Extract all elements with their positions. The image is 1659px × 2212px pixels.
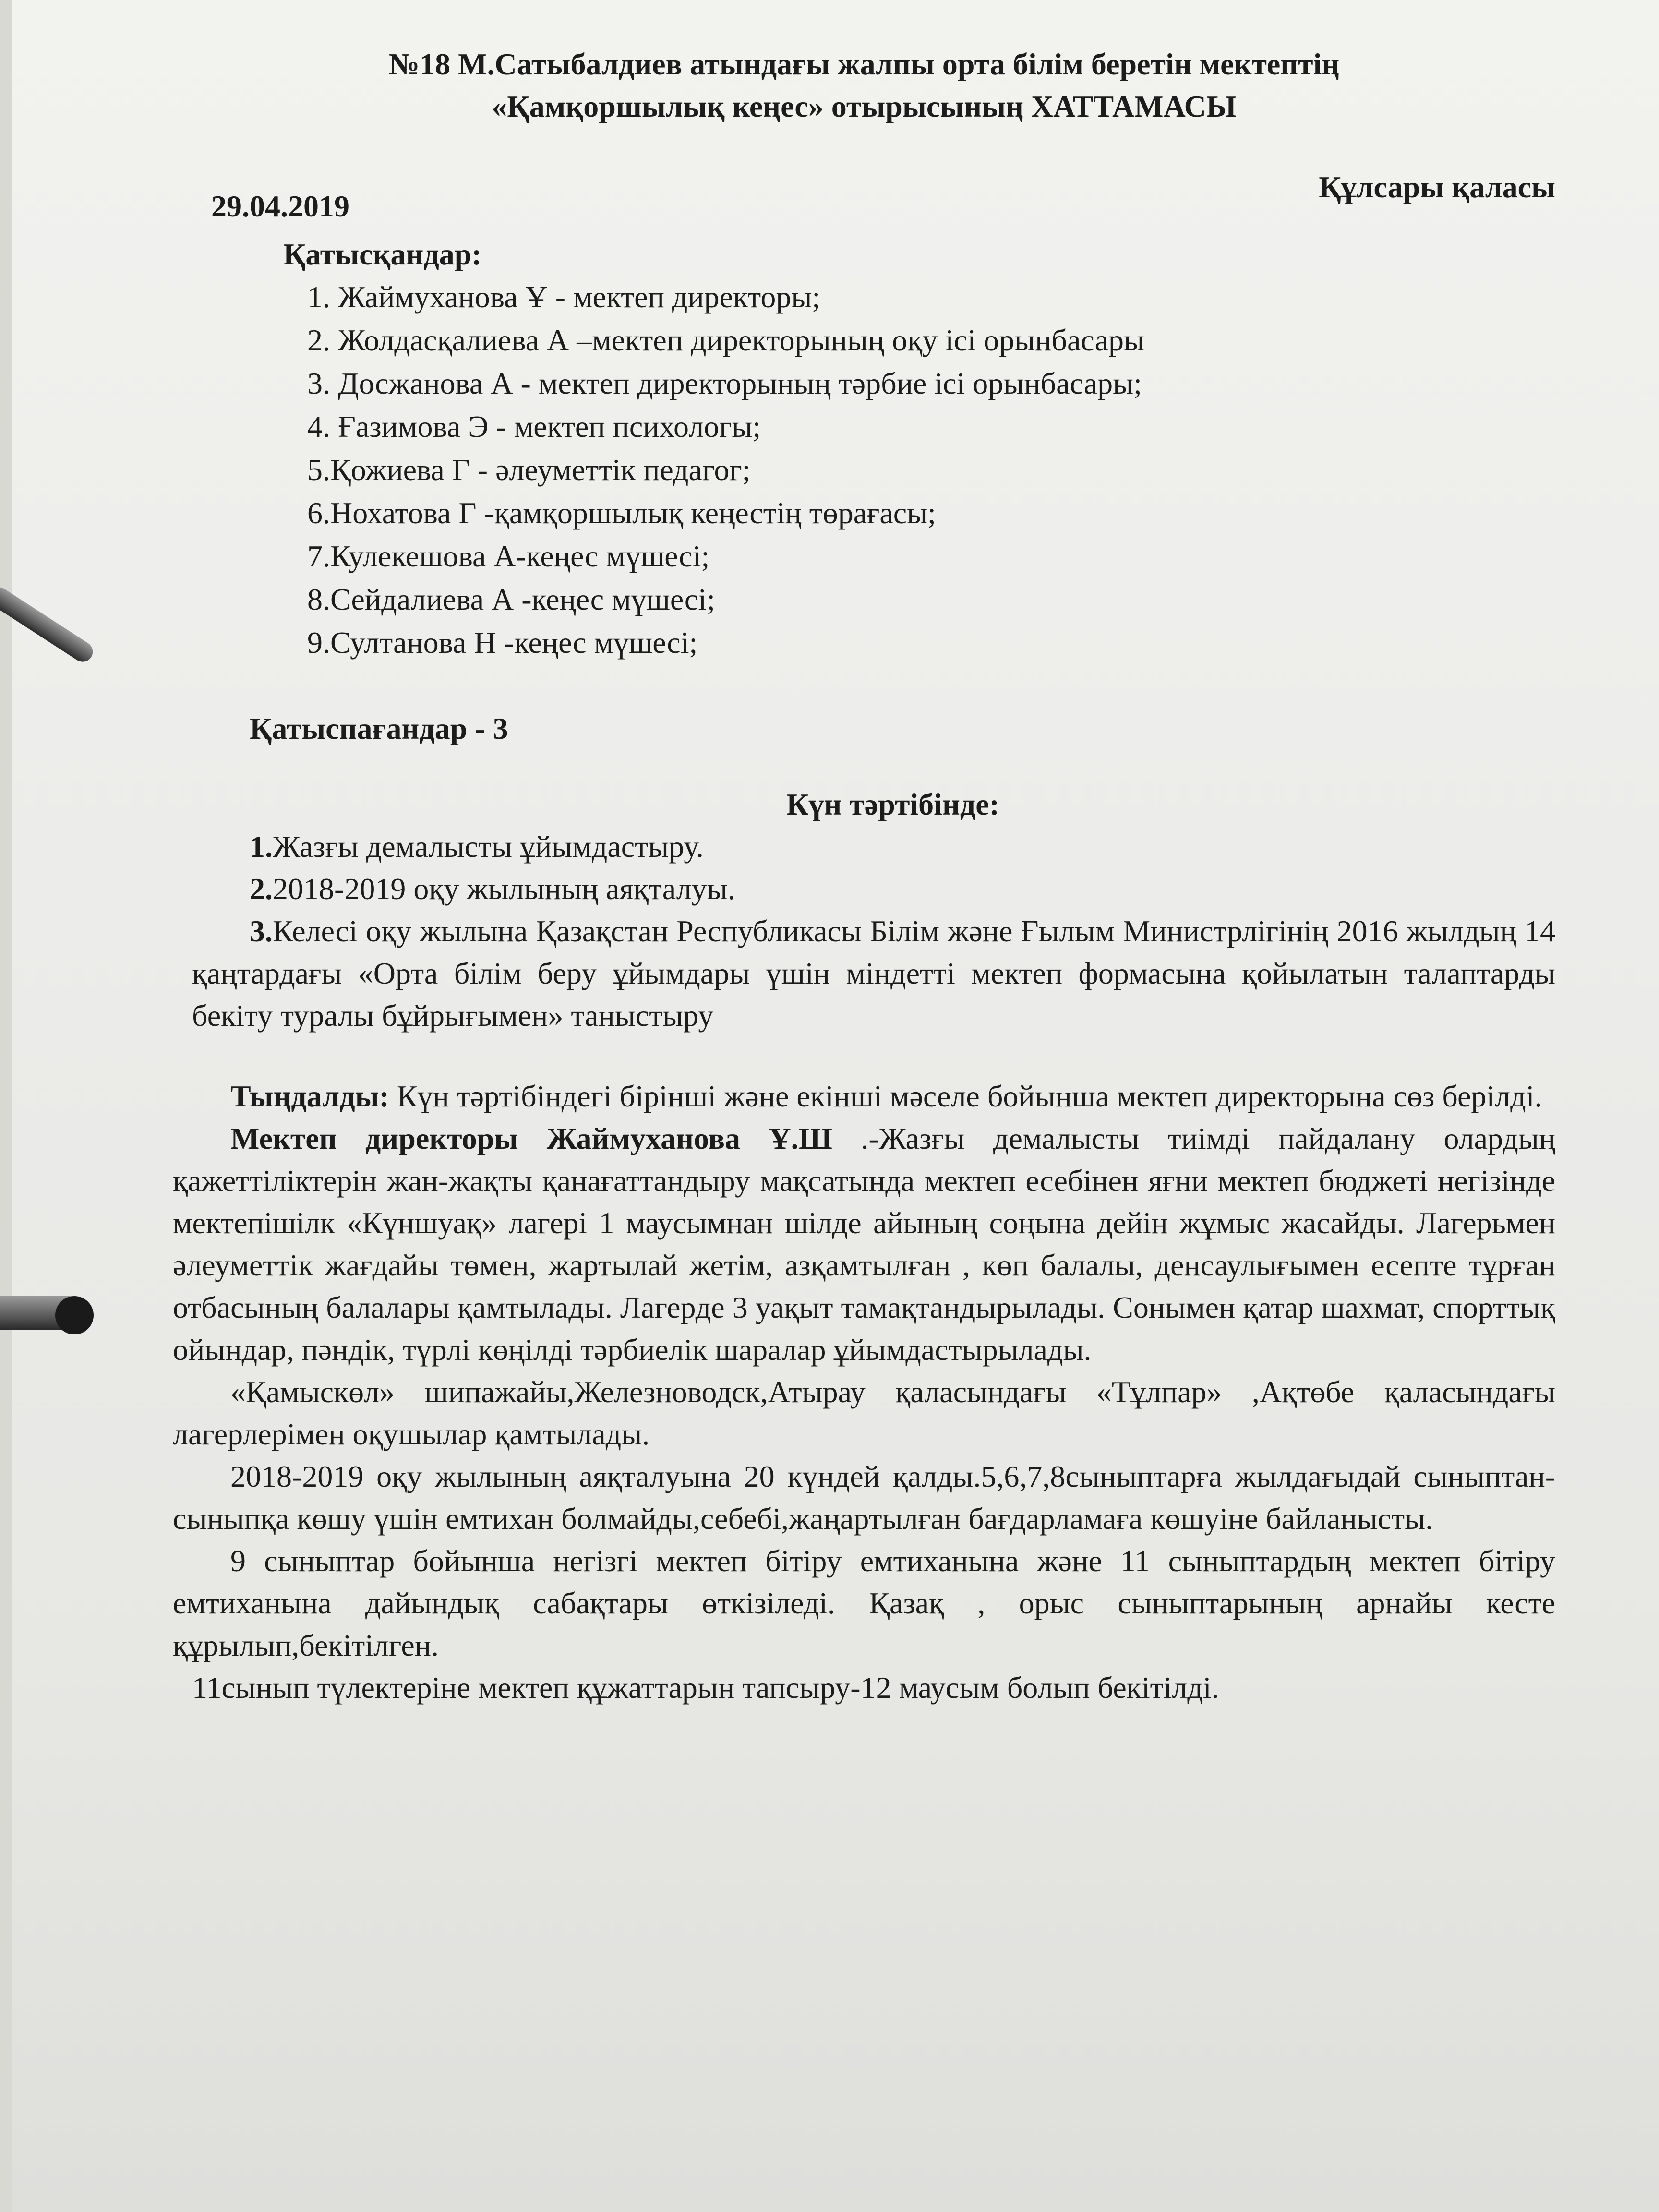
agenda-text: 2018-2019 оқу жылының аяқталуы. <box>273 872 735 906</box>
participant-item: 8.Сейдалиева А -кеңес мүшесі; <box>307 582 715 616</box>
agenda-item <box>192 826 1555 868</box>
exams-paragraph: 9 сыныптар бойынша негізгі мектеп бітіру емтиханына және 11 сыныптардың мектеп бітіру емтиханына дайындық сабақтары өткізіледі. Қазақ , орыс сыныптарының арнайы кесте құрылып,бекітілген. <box>173 1544 1555 1662</box>
participant-item: 2. Жолдасқалиева А –мектеп директорының оқу ісі орынбасары <box>307 323 1144 357</box>
agenda-text: Келесі оқу жылына Қазақстан Республикасы Білім және Ғылым Министрлігінің 2016 жылдың 14 қаңтардағы «Орта білім беру ұйымдары үшін міндетті мектеп формасына қойылатын талаптарды бекіту туралы бұйрығымен» таныстыру <box>192 914 1555 1033</box>
year-end-paragraph: 2018-2019 оқу жылының аяқталуына 20 күндей қалды.5,6,7,8сыныптарға жылдағыдай сыныптан-сыныпқа көшу үшін емтихан болмайды,себебі,жаңартылған бағдарламаға көшуіне байланысты. <box>173 1459 1555 1536</box>
director-text: .-Жазғы демалысты тиімді пайдалану олардың қажеттіліктерін жан-жақты қанағаттандыру мақсатында мектеп есебінен яғни мектеп бюджеті негізінде мектепішілк «Күншуақ» лагері 1 маусымнан шілде айының соңына дейін жұмыс жасайды. Лагерьмен әлеуметтік жағдайы төмен, жартылай жетім, азқамтылған , көп балалы, денсаулығымен есепте тұрған отбасының балалары қамтылады. Лагерде 3 уақыт тамақтандырылады. Сонымен қатар шахмат, спорттық ойындар, пәндік, түрлі көңілді тәрбиелік шаралар ұйымдастырылады. <box>173 1121 1556 1367</box>
heard-paragraph <box>173 1075 1555 1118</box>
agenda-title: Күн тәртібінде: <box>786 787 999 821</box>
participant-item: 3. Досжанова А - мектеп директорының тәрбие ісі орынбасары; <box>307 366 1142 400</box>
participant-item: 5.Қожиева Г - әлеуметтік педагог; <box>307 453 751 487</box>
agenda-text: Жазғы демалысты ұйымдастыру. <box>273 830 704 864</box>
participant-item: 7.Кулекешова А-кеңес мүшесі; <box>307 539 710 573</box>
title-line-2: «Қамқоршылық кеңес» отырысының ХАТТАМАСЫ <box>492 89 1237 123</box>
punch-hole <box>55 1296 94 1334</box>
participants-list <box>245 276 1555 664</box>
director-label: Мектеп директоры Жаймуханова Ұ.Ш <box>230 1121 832 1155</box>
participant-item: 6.Нохатова Г -қамқоршылық кеңестің төрағасы; <box>307 496 936 530</box>
protocol-content <box>173 43 1555 1709</box>
director-paragraph <box>173 1118 1555 1371</box>
agenda-number: 3. <box>250 914 273 948</box>
agenda-number: 2. <box>250 872 273 906</box>
agenda-item <box>192 868 1555 910</box>
date-city-line <box>173 128 1555 224</box>
documents-paragraph: 11сынып түлектеріне мектеп құжаттарын тапсыру-12 маусым болып бекітілді. <box>192 1671 1219 1705</box>
agenda-number: 1. <box>250 830 273 864</box>
heard-text: Күн тәртібіндегі бірінші және екінші мәселе бойынша мектеп директорына сөз берілді. <box>389 1079 1542 1113</box>
participant-item: 9.Султанова Н -кеңес мүшесі; <box>307 625 698 660</box>
agenda-item <box>192 910 1555 1037</box>
absent-count: Қатыспағандар - 3 <box>250 711 508 745</box>
camps-paragraph: «Қамыскөл» шипажайы,Железноводск,Атырау қаласындағы «Тұлпар» ,Ақтөбе қаласындағы лагерлерімен оқушылар қамтылады. <box>173 1375 1555 1451</box>
agenda-list <box>192 826 1555 1037</box>
heard-label: Тыңдалды: <box>230 1079 389 1113</box>
meeting-city: Құлсары қаласы <box>1319 170 1555 204</box>
participant-item: 1. Жаймуханова Ұ - мектеп директоры; <box>307 280 821 314</box>
participants-label: Қатысқандар: <box>283 237 482 271</box>
participant-item: 4. Ғазимова Э - мектеп психологы; <box>307 409 761 444</box>
meeting-date: 29.04.2019 <box>211 189 349 223</box>
title-line-1: №18 М.Сатыбалдиев атындағы жалпы орта білім беретін мектептің <box>388 47 1340 81</box>
